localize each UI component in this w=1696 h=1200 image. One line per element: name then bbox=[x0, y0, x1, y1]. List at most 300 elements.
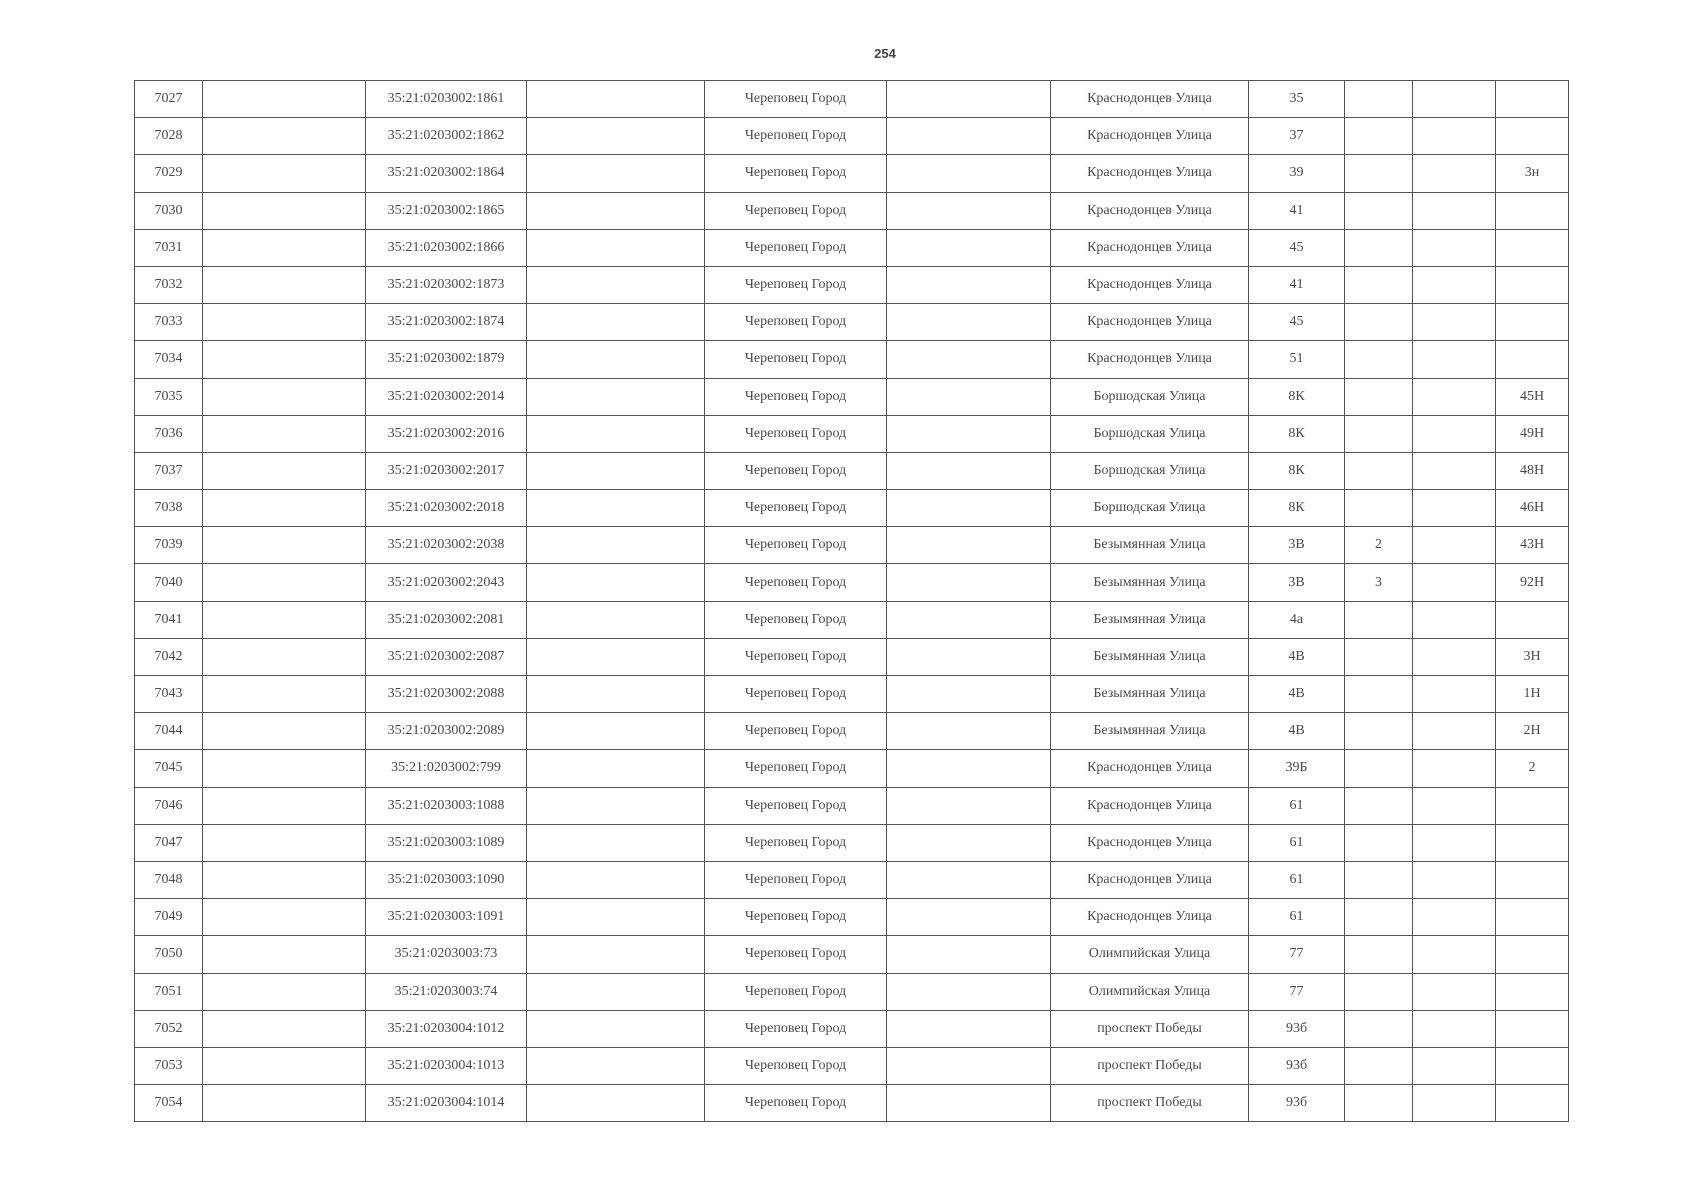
house-cell: 4В bbox=[1249, 676, 1345, 713]
street-cell: Краснодонцев Улица bbox=[1051, 229, 1249, 266]
empty-cell bbox=[887, 304, 1051, 341]
room-cell: 48Н bbox=[1496, 452, 1569, 489]
house-cell: 8К bbox=[1249, 490, 1345, 527]
city-cell: Череповец Город bbox=[705, 118, 887, 155]
room-cell bbox=[1496, 304, 1569, 341]
table-row bbox=[135, 676, 1569, 713]
street-cell: Безымянная Улица bbox=[1051, 601, 1249, 638]
record-number-cell: 7039 bbox=[135, 527, 203, 564]
table-row bbox=[135, 341, 1569, 378]
city-cell: Череповец Город bbox=[705, 676, 887, 713]
cadastral-number-cell: 35:21:0203003:73 bbox=[366, 936, 527, 973]
city-cell: Череповец Город bbox=[705, 378, 887, 415]
room-cell bbox=[1496, 341, 1569, 378]
empty-cell bbox=[1413, 378, 1496, 415]
empty-cell bbox=[527, 378, 705, 415]
room-cell: 1Н bbox=[1496, 676, 1569, 713]
table-row bbox=[135, 899, 1569, 936]
city-cell: Череповец Город bbox=[705, 861, 887, 898]
cadastral-number-cell: 35:21:0203002:2087 bbox=[366, 638, 527, 675]
city-cell: Череповец Город bbox=[705, 1047, 887, 1084]
empty-cell bbox=[527, 341, 705, 378]
building-cell bbox=[1345, 378, 1413, 415]
record-number-cell: 7048 bbox=[135, 861, 203, 898]
city-cell: Череповец Город bbox=[705, 1085, 887, 1122]
house-cell: 4В bbox=[1249, 638, 1345, 675]
empty-cell bbox=[1413, 676, 1496, 713]
record-number-cell: 7044 bbox=[135, 713, 203, 750]
cadastral-number-cell: 35:21:0203002:2081 bbox=[366, 601, 527, 638]
empty-cell bbox=[203, 787, 366, 824]
empty-cell bbox=[887, 155, 1051, 192]
street-cell: Краснодонцев Улица bbox=[1051, 899, 1249, 936]
house-cell: 93б bbox=[1249, 1085, 1345, 1122]
house-cell: 61 bbox=[1249, 861, 1345, 898]
record-number-cell: 7034 bbox=[135, 341, 203, 378]
street-cell: Краснодонцев Улица bbox=[1051, 266, 1249, 303]
empty-cell bbox=[887, 899, 1051, 936]
empty-cell bbox=[887, 564, 1051, 601]
city-cell: Череповец Город bbox=[705, 973, 887, 1010]
street-cell: Олимпийская Улица bbox=[1051, 936, 1249, 973]
record-number-cell: 7027 bbox=[135, 81, 203, 118]
street-cell: Краснодонцев Улица bbox=[1051, 824, 1249, 861]
empty-cell bbox=[527, 750, 705, 787]
empty-cell bbox=[887, 118, 1051, 155]
building-cell bbox=[1345, 713, 1413, 750]
street-cell: проспект Победы bbox=[1051, 1010, 1249, 1047]
cadastral-number-cell: 35:21:0203002:799 bbox=[366, 750, 527, 787]
empty-cell bbox=[527, 415, 705, 452]
street-cell: Боршодская Улица bbox=[1051, 490, 1249, 527]
empty-cell bbox=[1413, 415, 1496, 452]
house-cell: 61 bbox=[1249, 824, 1345, 861]
empty-cell bbox=[1413, 861, 1496, 898]
empty-cell bbox=[527, 861, 705, 898]
street-cell: Безымянная Улица bbox=[1051, 527, 1249, 564]
building-cell bbox=[1345, 229, 1413, 266]
room-cell bbox=[1496, 787, 1569, 824]
empty-cell bbox=[527, 155, 705, 192]
empty-cell bbox=[887, 81, 1051, 118]
record-number-cell: 7054 bbox=[135, 1085, 203, 1122]
room-cell bbox=[1496, 899, 1569, 936]
cadastral-number-cell: 35:21:0203003:74 bbox=[366, 973, 527, 1010]
empty-cell bbox=[1413, 638, 1496, 675]
house-cell: 77 bbox=[1249, 973, 1345, 1010]
street-cell: Краснодонцев Улица bbox=[1051, 81, 1249, 118]
record-number-cell: 7052 bbox=[135, 1010, 203, 1047]
registry-table bbox=[134, 80, 1569, 1122]
house-cell: 41 bbox=[1249, 266, 1345, 303]
table-row bbox=[135, 266, 1569, 303]
empty-cell bbox=[887, 713, 1051, 750]
empty-cell bbox=[1413, 713, 1496, 750]
empty-cell bbox=[203, 676, 366, 713]
house-cell: 3В bbox=[1249, 527, 1345, 564]
record-number-cell: 7029 bbox=[135, 155, 203, 192]
page-number: 254 bbox=[874, 46, 896, 61]
building-cell bbox=[1345, 676, 1413, 713]
room-cell: 2Н bbox=[1496, 713, 1569, 750]
building-cell bbox=[1345, 452, 1413, 489]
record-number-cell: 7031 bbox=[135, 229, 203, 266]
room-cell: 3Н bbox=[1496, 638, 1569, 675]
room-cell bbox=[1496, 266, 1569, 303]
cadastral-number-cell: 35:21:0203002:1879 bbox=[366, 341, 527, 378]
record-number-cell: 7032 bbox=[135, 266, 203, 303]
empty-cell bbox=[1413, 192, 1496, 229]
city-cell: Череповец Город bbox=[705, 787, 887, 824]
building-cell bbox=[1345, 787, 1413, 824]
empty-cell bbox=[203, 713, 366, 750]
building-cell bbox=[1345, 118, 1413, 155]
record-number-cell: 7033 bbox=[135, 304, 203, 341]
room-cell: 92Н bbox=[1496, 564, 1569, 601]
empty-cell bbox=[527, 229, 705, 266]
empty-cell bbox=[1413, 266, 1496, 303]
cadastral-number-cell: 35:21:0203002:2018 bbox=[366, 490, 527, 527]
empty-cell bbox=[527, 192, 705, 229]
record-number-cell: 7049 bbox=[135, 899, 203, 936]
table-row bbox=[135, 1085, 1569, 1122]
empty-cell bbox=[527, 118, 705, 155]
house-cell: 35 bbox=[1249, 81, 1345, 118]
empty-cell bbox=[203, 192, 366, 229]
empty-cell bbox=[887, 415, 1051, 452]
city-cell: Череповец Город bbox=[705, 155, 887, 192]
empty-cell bbox=[203, 155, 366, 192]
empty-cell bbox=[203, 936, 366, 973]
empty-cell bbox=[1413, 787, 1496, 824]
record-number-cell: 7050 bbox=[135, 936, 203, 973]
room-cell bbox=[1496, 1085, 1569, 1122]
street-cell: Краснодонцев Улица bbox=[1051, 750, 1249, 787]
empty-cell bbox=[203, 415, 366, 452]
building-cell: 3 bbox=[1345, 564, 1413, 601]
building-cell bbox=[1345, 861, 1413, 898]
cadastral-number-cell: 35:21:0203003:1090 bbox=[366, 861, 527, 898]
building-cell bbox=[1345, 1085, 1413, 1122]
room-cell: 46Н bbox=[1496, 490, 1569, 527]
empty-cell bbox=[887, 229, 1051, 266]
empty-cell bbox=[203, 341, 366, 378]
cadastral-number-cell: 35:21:0203002:1874 bbox=[366, 304, 527, 341]
table-row bbox=[135, 713, 1569, 750]
empty-cell bbox=[527, 1010, 705, 1047]
building-cell bbox=[1345, 192, 1413, 229]
city-cell: Череповец Город bbox=[705, 936, 887, 973]
house-cell: 93б bbox=[1249, 1010, 1345, 1047]
empty-cell bbox=[1413, 973, 1496, 1010]
street-cell: проспект Победы bbox=[1051, 1085, 1249, 1122]
empty-cell bbox=[1413, 1010, 1496, 1047]
empty-cell bbox=[203, 304, 366, 341]
room-cell bbox=[1496, 973, 1569, 1010]
house-cell: 61 bbox=[1249, 899, 1345, 936]
empty-cell bbox=[203, 1047, 366, 1084]
city-cell: Череповец Город bbox=[705, 81, 887, 118]
cadastral-number-cell: 35:21:0203003:1088 bbox=[366, 787, 527, 824]
house-cell: 77 bbox=[1249, 936, 1345, 973]
empty-cell bbox=[203, 750, 366, 787]
empty-cell bbox=[203, 490, 366, 527]
table-row bbox=[135, 973, 1569, 1010]
empty-cell bbox=[203, 973, 366, 1010]
room-cell: 45Н bbox=[1496, 378, 1569, 415]
empty-cell bbox=[887, 1047, 1051, 1084]
house-cell: 4а bbox=[1249, 601, 1345, 638]
city-cell: Череповец Город bbox=[705, 415, 887, 452]
street-cell: Безымянная Улица bbox=[1051, 564, 1249, 601]
cadastral-number-cell: 35:21:0203002:1873 bbox=[366, 266, 527, 303]
house-cell: 45 bbox=[1249, 229, 1345, 266]
empty-cell bbox=[1413, 155, 1496, 192]
building-cell bbox=[1345, 155, 1413, 192]
table-row bbox=[135, 787, 1569, 824]
empty-cell bbox=[203, 1010, 366, 1047]
building-cell bbox=[1345, 415, 1413, 452]
record-number-cell: 7030 bbox=[135, 192, 203, 229]
street-cell: Краснодонцев Улица bbox=[1051, 341, 1249, 378]
empty-cell bbox=[1413, 81, 1496, 118]
record-number-cell: 7037 bbox=[135, 452, 203, 489]
cadastral-number-cell: 35:21:0203002:2089 bbox=[366, 713, 527, 750]
empty-cell bbox=[1413, 1047, 1496, 1084]
empty-cell bbox=[887, 490, 1051, 527]
empty-cell bbox=[1413, 341, 1496, 378]
house-cell: 39Б bbox=[1249, 750, 1345, 787]
building-cell bbox=[1345, 1010, 1413, 1047]
empty-cell bbox=[203, 81, 366, 118]
table-row bbox=[135, 1010, 1569, 1047]
record-number-cell: 7035 bbox=[135, 378, 203, 415]
empty-cell bbox=[527, 936, 705, 973]
empty-cell bbox=[887, 638, 1051, 675]
empty-cell bbox=[1413, 527, 1496, 564]
record-number-cell: 7042 bbox=[135, 638, 203, 675]
cadastral-number-cell: 35:21:0203004:1013 bbox=[366, 1047, 527, 1084]
empty-cell bbox=[203, 861, 366, 898]
table-row bbox=[135, 81, 1569, 118]
empty-cell bbox=[203, 266, 366, 303]
house-cell: 8К bbox=[1249, 452, 1345, 489]
city-cell: Череповец Город bbox=[705, 527, 887, 564]
empty-cell bbox=[1413, 452, 1496, 489]
empty-cell bbox=[527, 824, 705, 861]
empty-cell bbox=[527, 638, 705, 675]
cadastral-number-cell: 35:21:0203002:2017 bbox=[366, 452, 527, 489]
building-cell bbox=[1345, 490, 1413, 527]
empty-cell bbox=[1413, 1085, 1496, 1122]
street-cell: Краснодонцев Улица bbox=[1051, 192, 1249, 229]
empty-cell bbox=[527, 564, 705, 601]
street-cell: Краснодонцев Улица bbox=[1051, 787, 1249, 824]
city-cell: Череповец Город bbox=[705, 899, 887, 936]
cadastral-number-cell: 35:21:0203003:1091 bbox=[366, 899, 527, 936]
house-cell: 3В bbox=[1249, 564, 1345, 601]
table-row bbox=[135, 861, 1569, 898]
city-cell: Череповец Город bbox=[705, 750, 887, 787]
cadastral-number-cell: 35:21:0203002:2038 bbox=[366, 527, 527, 564]
city-cell: Череповец Город bbox=[705, 304, 887, 341]
room-cell bbox=[1496, 936, 1569, 973]
street-cell: Боршодская Улица bbox=[1051, 378, 1249, 415]
empty-cell bbox=[203, 378, 366, 415]
room-cell bbox=[1496, 192, 1569, 229]
empty-cell bbox=[527, 676, 705, 713]
table-row bbox=[135, 936, 1569, 973]
room-cell: 49Н bbox=[1496, 415, 1569, 452]
cadastral-number-cell: 35:21:0203002:2088 bbox=[366, 676, 527, 713]
city-cell: Череповец Город bbox=[705, 564, 887, 601]
record-number-cell: 7051 bbox=[135, 973, 203, 1010]
empty-cell bbox=[1413, 601, 1496, 638]
street-cell: Краснодонцев Улица bbox=[1051, 118, 1249, 155]
table-row bbox=[135, 638, 1569, 675]
record-number-cell: 7053 bbox=[135, 1047, 203, 1084]
record-number-cell: 7043 bbox=[135, 676, 203, 713]
empty-cell bbox=[887, 452, 1051, 489]
street-cell: Безымянная Улица bbox=[1051, 713, 1249, 750]
empty-cell bbox=[527, 527, 705, 564]
city-cell: Череповец Город bbox=[705, 713, 887, 750]
empty-cell bbox=[1413, 564, 1496, 601]
empty-cell bbox=[887, 824, 1051, 861]
street-cell: Безымянная Улица bbox=[1051, 676, 1249, 713]
cadastral-number-cell: 35:21:0203002:2043 bbox=[366, 564, 527, 601]
house-cell: 41 bbox=[1249, 192, 1345, 229]
cadastral-number-cell: 35:21:0203002:2016 bbox=[366, 415, 527, 452]
empty-cell bbox=[887, 1010, 1051, 1047]
city-cell: Череповец Город bbox=[705, 638, 887, 675]
room-cell bbox=[1496, 81, 1569, 118]
city-cell: Череповец Город bbox=[705, 1010, 887, 1047]
empty-cell bbox=[527, 973, 705, 1010]
empty-cell bbox=[527, 713, 705, 750]
city-cell: Череповец Город bbox=[705, 824, 887, 861]
empty-cell bbox=[887, 676, 1051, 713]
building-cell bbox=[1345, 750, 1413, 787]
table-row bbox=[135, 229, 1569, 266]
street-cell: Боршодская Улица bbox=[1051, 452, 1249, 489]
empty-cell bbox=[527, 1085, 705, 1122]
empty-cell bbox=[527, 490, 705, 527]
table-row bbox=[135, 155, 1569, 192]
house-cell: 39 bbox=[1249, 155, 1345, 192]
table-row bbox=[135, 1047, 1569, 1084]
record-number-cell: 7038 bbox=[135, 490, 203, 527]
empty-cell bbox=[887, 1085, 1051, 1122]
city-cell: Череповец Город bbox=[705, 452, 887, 489]
room-cell bbox=[1496, 824, 1569, 861]
record-number-cell: 7047 bbox=[135, 824, 203, 861]
street-cell: Безымянная Улица bbox=[1051, 638, 1249, 675]
room-cell bbox=[1496, 118, 1569, 155]
house-cell: 93б bbox=[1249, 1047, 1345, 1084]
cadastral-number-cell: 35:21:0203002:1865 bbox=[366, 192, 527, 229]
record-number-cell: 7036 bbox=[135, 415, 203, 452]
empty-cell bbox=[1413, 936, 1496, 973]
city-cell: Череповец Город bbox=[705, 192, 887, 229]
record-number-cell: 7040 bbox=[135, 564, 203, 601]
empty-cell bbox=[527, 601, 705, 638]
empty-cell bbox=[887, 750, 1051, 787]
house-cell: 4В bbox=[1249, 713, 1345, 750]
empty-cell bbox=[203, 229, 366, 266]
room-cell: 43Н bbox=[1496, 527, 1569, 564]
empty-cell bbox=[203, 564, 366, 601]
table-row bbox=[135, 490, 1569, 527]
empty-cell bbox=[887, 787, 1051, 824]
empty-cell bbox=[527, 304, 705, 341]
empty-cell bbox=[887, 861, 1051, 898]
table-row bbox=[135, 824, 1569, 861]
house-cell: 8К bbox=[1249, 378, 1345, 415]
cadastral-number-cell: 35:21:0203004:1014 bbox=[366, 1085, 527, 1122]
building-cell bbox=[1345, 638, 1413, 675]
cadastral-number-cell: 35:21:0203004:1012 bbox=[366, 1010, 527, 1047]
table-row bbox=[135, 415, 1569, 452]
record-number-cell: 7045 bbox=[135, 750, 203, 787]
table-row bbox=[135, 601, 1569, 638]
cadastral-number-cell: 35:21:0203002:1866 bbox=[366, 229, 527, 266]
city-cell: Череповец Город bbox=[705, 341, 887, 378]
table-body bbox=[135, 81, 1569, 1122]
room-cell bbox=[1496, 229, 1569, 266]
empty-cell bbox=[1413, 229, 1496, 266]
empty-cell bbox=[887, 601, 1051, 638]
empty-cell bbox=[203, 452, 366, 489]
house-cell: 45 bbox=[1249, 304, 1345, 341]
building-cell bbox=[1345, 81, 1413, 118]
empty-cell bbox=[1413, 899, 1496, 936]
city-cell: Череповец Город bbox=[705, 601, 887, 638]
building-cell bbox=[1345, 1047, 1413, 1084]
empty-cell bbox=[203, 638, 366, 675]
empty-cell bbox=[887, 527, 1051, 564]
house-cell: 8К bbox=[1249, 415, 1345, 452]
city-cell: Череповец Город bbox=[705, 266, 887, 303]
cadastral-number-cell: 35:21:0203003:1089 bbox=[366, 824, 527, 861]
empty-cell bbox=[887, 192, 1051, 229]
building-cell: 2 bbox=[1345, 527, 1413, 564]
empty-cell bbox=[1413, 304, 1496, 341]
house-cell: 37 bbox=[1249, 118, 1345, 155]
room-cell bbox=[1496, 1010, 1569, 1047]
table-row bbox=[135, 564, 1569, 601]
house-cell: 51 bbox=[1249, 341, 1345, 378]
building-cell bbox=[1345, 601, 1413, 638]
empty-cell bbox=[203, 118, 366, 155]
empty-cell bbox=[203, 899, 366, 936]
empty-cell bbox=[887, 266, 1051, 303]
empty-cell bbox=[1413, 490, 1496, 527]
street-cell: Боршодская Улица bbox=[1051, 415, 1249, 452]
room-cell bbox=[1496, 861, 1569, 898]
room-cell: 3н bbox=[1496, 155, 1569, 192]
empty-cell bbox=[527, 81, 705, 118]
empty-cell bbox=[527, 787, 705, 824]
empty-cell bbox=[887, 341, 1051, 378]
empty-cell bbox=[203, 601, 366, 638]
table-row bbox=[135, 527, 1569, 564]
empty-cell bbox=[1413, 750, 1496, 787]
empty-cell bbox=[527, 899, 705, 936]
empty-cell bbox=[203, 527, 366, 564]
building-cell bbox=[1345, 824, 1413, 861]
empty-cell bbox=[1413, 824, 1496, 861]
